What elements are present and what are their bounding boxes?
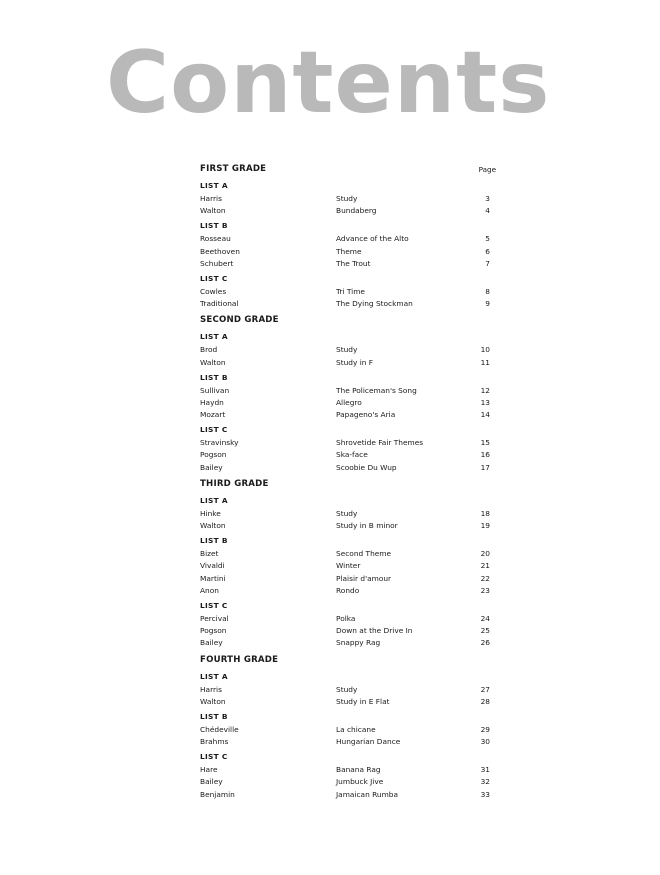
composer-name: Bailey bbox=[200, 777, 223, 787]
toc-entry[interactable] bbox=[200, 409, 496, 421]
page-number: 14 bbox=[480, 410, 490, 420]
toc-entry[interactable] bbox=[200, 548, 496, 560]
composer-name: Benjamin bbox=[200, 789, 235, 799]
page-column-header: Page bbox=[478, 165, 496, 174]
composer-name: Stravinsky bbox=[200, 438, 239, 448]
grade-heading-row bbox=[200, 653, 496, 668]
piece-title: The Policeman's Song bbox=[336, 385, 417, 395]
toc-entry[interactable] bbox=[200, 437, 496, 449]
piece-title: Jamaican Rumba bbox=[336, 789, 399, 799]
piece-title: Theme bbox=[336, 246, 362, 256]
grade-heading-row bbox=[200, 477, 496, 492]
page-number: 29 bbox=[480, 724, 490, 734]
toc-entry[interactable] bbox=[200, 560, 496, 572]
composer-name: Hinke bbox=[200, 508, 221, 518]
page-number: 30 bbox=[480, 737, 490, 747]
composer-name: Sullivan bbox=[200, 385, 230, 395]
list-heading: LIST C bbox=[200, 425, 228, 435]
piece-title: Polka bbox=[336, 613, 356, 623]
grade-heading-row bbox=[200, 162, 496, 177]
piece-title: Bundaberg bbox=[336, 206, 377, 216]
composer-name: Pogson bbox=[200, 626, 227, 636]
piece-title: Plaisir d'amour bbox=[336, 573, 392, 583]
list-heading: LIST C bbox=[200, 600, 228, 610]
table-of-contents bbox=[200, 162, 496, 801]
composer-name: Bizet bbox=[200, 549, 219, 559]
piece-title: Study in B minor bbox=[336, 521, 398, 530]
page-number: 33 bbox=[480, 789, 490, 799]
piece-title: Down at the Drive In bbox=[336, 626, 413, 636]
page-number: 3 bbox=[485, 194, 490, 203]
page-number: 9 bbox=[485, 299, 490, 309]
page-number: 20 bbox=[480, 549, 490, 559]
piece-title: Second Theme bbox=[336, 549, 392, 559]
page-number: 4 bbox=[485, 206, 490, 216]
piece-title: The Trout bbox=[336, 258, 371, 268]
grade-heading: THIRD GRADE bbox=[200, 478, 269, 489]
page-number: 21 bbox=[480, 561, 490, 571]
list-heading: LIST A bbox=[200, 671, 228, 681]
piece-title: Allegro bbox=[336, 397, 362, 407]
composer-name: Bailey bbox=[200, 462, 223, 472]
composer-name: Martini bbox=[200, 573, 226, 583]
toc-entry[interactable] bbox=[200, 298, 496, 310]
piece-title: Ska-face bbox=[336, 450, 368, 460]
toc-entry[interactable] bbox=[200, 613, 496, 625]
toc-entry[interactable] bbox=[200, 193, 496, 205]
composer-name: Traditional bbox=[200, 299, 239, 309]
page-number: 5 bbox=[485, 234, 490, 244]
composer-name: Harris bbox=[200, 684, 222, 694]
piece-title: Scoobie Du Wup bbox=[336, 462, 397, 472]
page-number: 11 bbox=[480, 357, 490, 367]
grade-heading: FOURTH GRADE bbox=[200, 654, 279, 665]
toc-entry[interactable] bbox=[200, 520, 496, 532]
piece-title: La chicane bbox=[336, 724, 376, 734]
toc-entry[interactable] bbox=[200, 625, 496, 637]
composer-name: Chédeville bbox=[200, 724, 239, 734]
composer-name: Brahms bbox=[200, 737, 229, 747]
piece-title: Study bbox=[336, 194, 358, 203]
toc-entry[interactable] bbox=[200, 764, 496, 776]
piece-title: Banana Rag bbox=[336, 765, 381, 775]
composer-name: Anon bbox=[200, 585, 219, 595]
toc-entry[interactable] bbox=[200, 357, 496, 369]
piece-title: The Dying Stockman bbox=[336, 299, 413, 309]
toc-entry[interactable] bbox=[200, 684, 496, 696]
composer-name: Bailey bbox=[200, 638, 223, 648]
list-heading: LIST B bbox=[200, 536, 228, 546]
toc-entry[interactable] bbox=[200, 205, 496, 217]
toc-entry[interactable] bbox=[200, 258, 496, 270]
page-number: 12 bbox=[480, 385, 490, 395]
toc-entry[interactable] bbox=[200, 385, 496, 397]
toc-entry[interactable] bbox=[200, 246, 496, 258]
page-number: 10 bbox=[480, 345, 490, 355]
composer-name: Percival bbox=[200, 613, 229, 623]
composer-name: Mozart bbox=[200, 410, 226, 420]
toc-entry[interactable] bbox=[200, 397, 496, 409]
piece-title: Winter bbox=[336, 561, 361, 571]
composer-name: Walton bbox=[200, 357, 226, 367]
piece-title: Jumbuck Jive bbox=[336, 777, 384, 787]
page-number: 24 bbox=[480, 613, 490, 623]
piece-title: Study bbox=[336, 684, 358, 694]
page-number: 32 bbox=[480, 777, 490, 787]
toc-entry[interactable] bbox=[200, 585, 496, 597]
page-number: 25 bbox=[480, 626, 490, 636]
grade-heading: FIRST GRADE bbox=[200, 164, 267, 174]
list-heading: LIST A bbox=[200, 495, 228, 505]
toc-entry[interactable] bbox=[200, 449, 496, 461]
page-number: 19 bbox=[480, 521, 490, 530]
page-number: 23 bbox=[480, 585, 490, 595]
list-heading: LIST A bbox=[200, 332, 228, 342]
composer-name: Harris bbox=[200, 194, 222, 203]
list-heading: LIST A bbox=[200, 181, 228, 190]
toc-entry[interactable] bbox=[200, 736, 496, 748]
composer-name: Hare bbox=[200, 765, 218, 775]
piece-title: Hungarian Dance bbox=[336, 737, 401, 747]
page-number: 15 bbox=[480, 438, 490, 448]
toc-entry[interactable] bbox=[200, 233, 496, 245]
piece-title: Rondo bbox=[336, 585, 360, 595]
composer-name: Walton bbox=[200, 521, 226, 530]
piece-title: Shrovetide Fair Themes bbox=[336, 438, 424, 448]
composer-name: Vivaldi bbox=[200, 561, 225, 571]
toc-entry[interactable] bbox=[200, 696, 496, 708]
composer-name: Cowles bbox=[200, 286, 227, 296]
page-number: 8 bbox=[485, 286, 490, 296]
toc-entry[interactable] bbox=[200, 776, 496, 788]
list-heading: LIST B bbox=[200, 372, 228, 382]
piece-title: Study in F bbox=[336, 357, 374, 367]
page-title: Contents bbox=[106, 33, 551, 133]
page-number: 18 bbox=[480, 508, 490, 518]
page-number: 28 bbox=[480, 696, 490, 706]
grade-heading: SECOND GRADE bbox=[200, 315, 279, 326]
page-number: 6 bbox=[485, 246, 490, 256]
toc-entry[interactable] bbox=[200, 789, 496, 801]
page-number: 16 bbox=[480, 450, 490, 460]
toc-entry[interactable] bbox=[200, 286, 496, 298]
piece-title: Tri Time bbox=[336, 286, 365, 296]
list-heading: LIST B bbox=[200, 221, 228, 231]
composer-name: Beethoven bbox=[200, 246, 240, 256]
page-number: 17 bbox=[480, 462, 490, 472]
composer-name: Rosseau bbox=[200, 234, 231, 244]
composer-name: Walton bbox=[200, 206, 226, 216]
composer-name: Pogson bbox=[200, 450, 227, 460]
toc-entry[interactable] bbox=[200, 344, 496, 356]
page-number: 13 bbox=[480, 397, 490, 407]
page-number: 27 bbox=[480, 684, 490, 694]
toc-entry[interactable] bbox=[200, 508, 496, 520]
piece-title: Study bbox=[336, 345, 358, 355]
list-heading: LIST B bbox=[200, 711, 228, 721]
composer-name: Schubert bbox=[200, 258, 234, 268]
toc-entry[interactable] bbox=[200, 724, 496, 736]
list-heading: LIST C bbox=[200, 752, 228, 762]
piece-title: Papageno's Aria bbox=[336, 410, 396, 420]
piece-title: Snappy Rag bbox=[336, 638, 381, 648]
toc-entry[interactable] bbox=[200, 462, 496, 474]
page-number: 26 bbox=[480, 638, 490, 648]
list-heading: LIST C bbox=[200, 273, 228, 283]
page-number: 7 bbox=[485, 258, 490, 268]
composer-name: Brod bbox=[200, 345, 218, 355]
piece-title: Study in E Flat bbox=[336, 696, 390, 706]
toc-entry[interactable] bbox=[200, 573, 496, 585]
composer-name: Walton bbox=[200, 696, 226, 706]
grade-heading-row bbox=[200, 313, 496, 328]
page-number: 31 bbox=[480, 765, 490, 775]
page-number: 22 bbox=[480, 573, 490, 583]
composer-name: Haydn bbox=[200, 397, 224, 407]
piece-title: Study bbox=[336, 508, 358, 518]
toc-entry[interactable] bbox=[200, 637, 496, 649]
piece-title: Advance of the Alto bbox=[336, 234, 409, 244]
